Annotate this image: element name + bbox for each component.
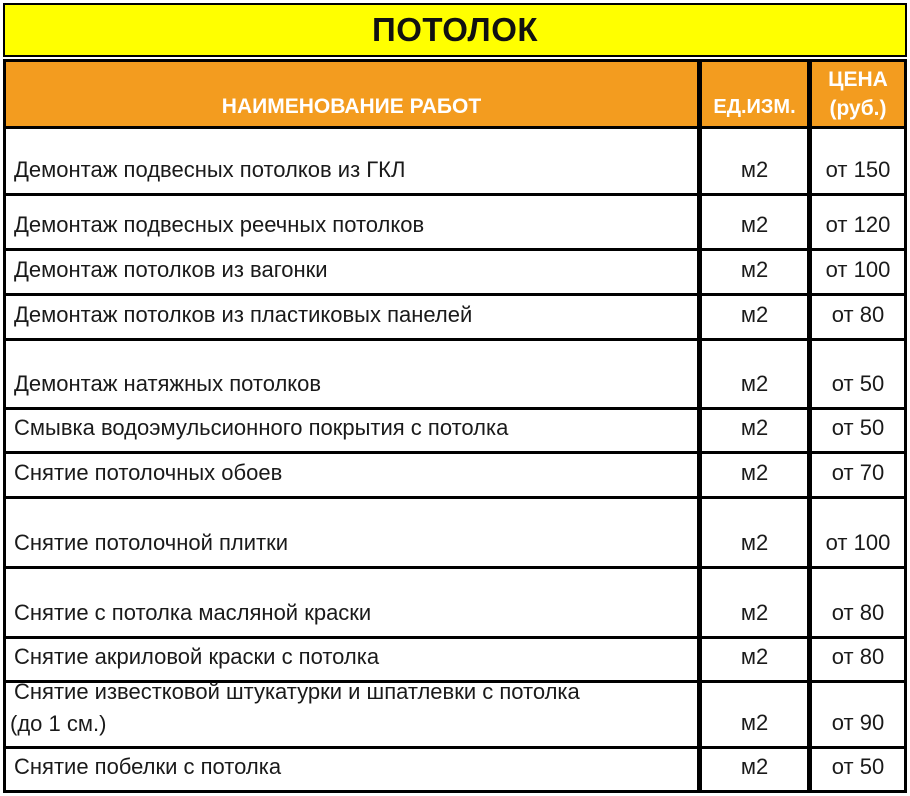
unit-value: м2 (740, 754, 769, 779)
price-cell (812, 341, 904, 407)
unit-cell (702, 683, 807, 746)
unit-cell (702, 341, 807, 407)
price-value: от 90 (831, 710, 885, 735)
price-value: от 50 (831, 371, 885, 396)
work-name-line2: (до 1 см.) (10, 711, 107, 736)
unit-value: м2 (740, 302, 769, 327)
work-name: Демонтаж потолков из пластиковых панелей (14, 302, 473, 327)
table-row (3, 569, 907, 639)
price-value: от 80 (831, 302, 885, 327)
price-cell (812, 129, 904, 193)
table-row (3, 410, 907, 454)
price-value: от 80 (831, 644, 885, 669)
work-name-cell (6, 341, 697, 407)
header-price-cell (812, 62, 904, 126)
unit-value: м2 (740, 371, 769, 396)
work-name-cell (6, 410, 697, 451)
work-name-cell (6, 679, 697, 746)
work-name-cell (6, 251, 697, 293)
table-row (3, 341, 907, 410)
work-name: Снятие с потолка масляной краски (14, 600, 372, 625)
work-name-cell (6, 499, 697, 566)
unit-cell (702, 129, 807, 193)
price-value: от 120 (825, 212, 891, 237)
work-name-cell (6, 639, 697, 680)
header-price-label-line2: (руб.) (829, 97, 887, 120)
price-cell (812, 569, 904, 636)
header-name-cell (6, 62, 697, 126)
table-row (3, 749, 907, 793)
unit-cell (702, 296, 807, 338)
price-value: от 150 (825, 157, 891, 182)
header-unit-label: ЕД.ИЗМ. (713, 95, 796, 118)
header-unit-cell (702, 62, 807, 126)
work-name-cell (6, 749, 697, 790)
table-row (3, 296, 907, 341)
price-value: от 50 (831, 415, 885, 440)
work-name: Снятие побелки с потолка (14, 754, 282, 779)
unit-cell (702, 454, 807, 496)
price-cell (812, 639, 904, 680)
unit-cell (702, 749, 807, 790)
price-value: от 50 (831, 754, 885, 779)
work-name-line1: Снятие известковой штукатурки и шпатлевки с потолка (14, 679, 580, 704)
unit-cell (702, 569, 807, 636)
work-name: Демонтаж потолков из вагонки (14, 257, 328, 282)
work-name-cell (6, 129, 697, 193)
work-name-cell (6, 454, 697, 496)
price-cell (812, 749, 904, 790)
price-value: от 100 (825, 257, 891, 282)
unit-value: м2 (740, 212, 769, 237)
price-cell (812, 296, 904, 338)
table-row (3, 196, 907, 251)
unit-cell (702, 196, 807, 248)
unit-value: м2 (740, 415, 769, 440)
unit-value: м2 (740, 157, 769, 182)
work-name: Снятие потолочной плитки (14, 530, 289, 555)
price-value: от 80 (831, 600, 885, 625)
price-cell (812, 683, 904, 746)
work-name: Демонтаж подвесных реечных потолков (14, 212, 425, 237)
unit-value: м2 (740, 257, 769, 282)
price-cell (812, 251, 904, 293)
work-name-cell (6, 296, 697, 338)
price-value: от 100 (825, 530, 891, 555)
work-name: Демонтаж подвесных потолков из ГКЛ (14, 157, 406, 182)
unit-cell (702, 410, 807, 451)
title-banner (3, 3, 907, 57)
work-name: Снятие потолочных обоев (14, 460, 283, 485)
price-cell (812, 196, 904, 248)
page-title: ПОТОЛОК (371, 11, 539, 48)
price-table (3, 59, 907, 793)
work-name: Снятие акриловой краски с потолка (14, 644, 380, 669)
work-name: Смывка водоэмульсионного покрытия с потолка (14, 415, 509, 440)
table-row (3, 454, 907, 499)
table-row (3, 129, 907, 196)
unit-value: м2 (740, 644, 769, 669)
table-row (3, 679, 907, 749)
unit-cell (702, 251, 807, 293)
header-price-label-line1: ЦЕНА (828, 68, 888, 91)
unit-value: м2 (740, 710, 769, 735)
unit-value: м2 (740, 460, 769, 485)
unit-cell (702, 639, 807, 680)
unit-value: м2 (740, 600, 769, 625)
price-cell (812, 410, 904, 451)
price-cell (812, 499, 904, 566)
unit-cell (702, 499, 807, 566)
unit-value: м2 (740, 530, 769, 555)
work-name-cell (6, 196, 697, 248)
table-row (3, 499, 907, 569)
price-value: от 70 (831, 460, 885, 485)
work-name-cell (6, 569, 697, 636)
price-cell (812, 454, 904, 496)
table-row (3, 251, 907, 296)
header-name-label: НАИМЕНОВАНИЕ РАБОТ (221, 95, 482, 118)
work-name: Демонтаж натяжных потолков (14, 371, 322, 396)
